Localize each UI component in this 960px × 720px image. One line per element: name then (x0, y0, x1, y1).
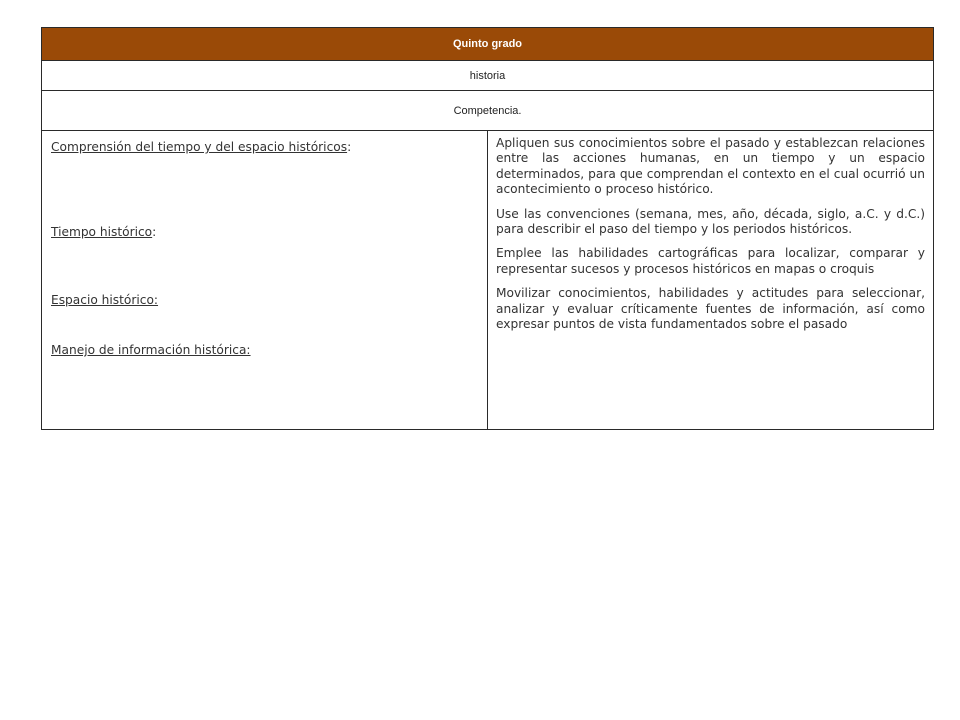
label-manejo (51, 343, 251, 357)
label-comprension-text: Comprensión del tiempo y del espacio históricos (51, 140, 348, 154)
label-espacio (51, 293, 158, 307)
label-tiempo (51, 225, 156, 239)
description-espacio: Emplee las habilidades cartográficas para localizar, comparar y representar sucesos y procesos históricos en mapas o croquis (495, 246, 925, 276)
competency-table (41, 27, 934, 430)
subject-title: historia (469, 69, 506, 82)
description-tiempo: Use las convenciones (semana, mes, año, década, siglo, a.C. y d.C.) para describir el paso del tiempo y los periodos históricos. (495, 206, 925, 237)
competencia-row (41, 91, 934, 131)
competency-body (41, 131, 934, 430)
description-manejo: Movilizar conocimientos, habilidades y actitudes para seleccionar, analizar y evaluar críticamente fuentes de información, así como expresar puntos de vista fundamentados sobre el pasado (495, 286, 925, 332)
label-tiempo-text: Tiempo histórico (51, 225, 153, 239)
competencia-title: Competencia. (453, 104, 522, 117)
label-espacio-text: Espacio histórico: (51, 293, 159, 307)
description-comprension: Apliquen sus conocimientos sobre el pasado y establezcan relaciones entre las acciones humanas, en un tiempo y un espacio determinados, para que comprendan el contexto en el cual ocurrió un acontecimiento o proceso histórico. (495, 136, 925, 197)
competency-descriptions-column (488, 131, 933, 429)
grade-header (41, 27, 934, 61)
grade-title: Quinto grado (452, 38, 523, 50)
competency-labels-column (42, 131, 488, 429)
label-tiempo-suffix: : (152, 225, 157, 239)
label-comprension (51, 140, 351, 154)
label-comprension-suffix: : (347, 140, 352, 154)
label-manejo-text: Manejo de información histórica: (51, 343, 251, 357)
subject-row (41, 61, 934, 91)
